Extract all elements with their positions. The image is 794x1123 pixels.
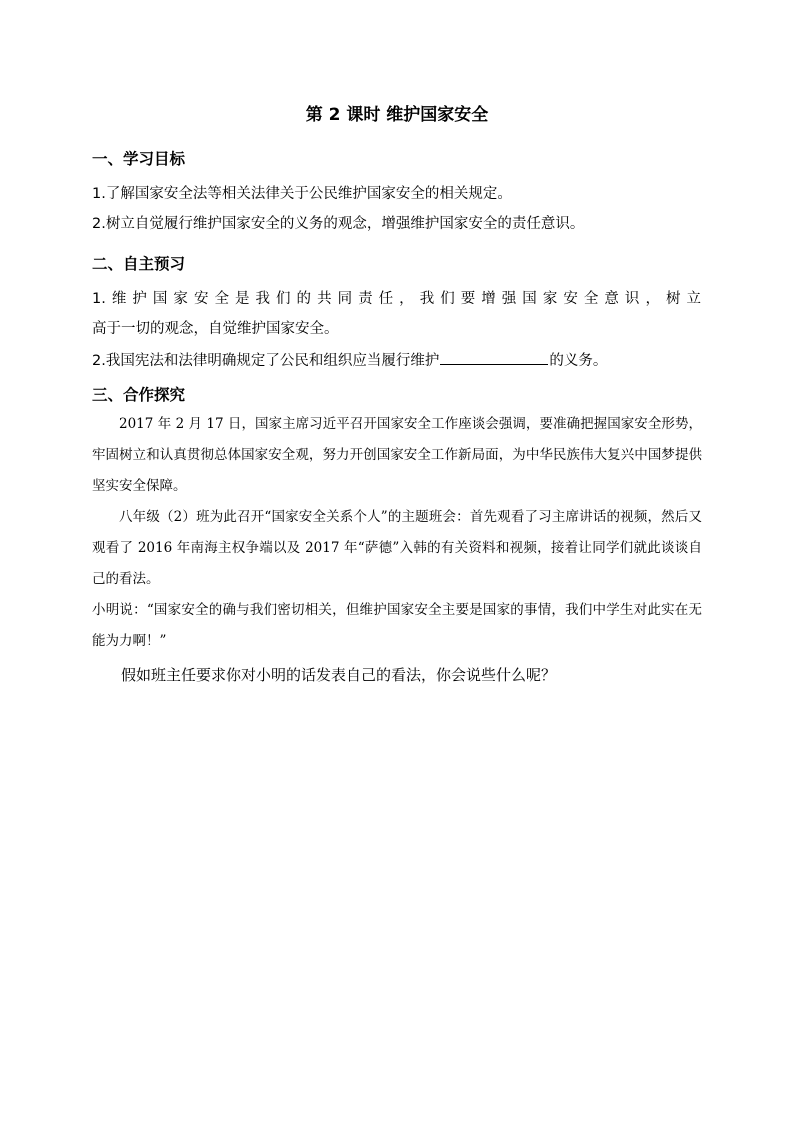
self-study-item-1-line-2: 高于一切的观念，自觉维护国家安全。 <box>92 321 339 337</box>
learning-goal-2: 2.树立自觉履行维护国家安全的义务的观念，增强维护国家安全的责任意识。 <box>92 216 585 232</box>
case-paragraph-2: 八年级（2）班为此召开“国家安全关系个人”的主题班会：首先观看了习主席讲话的视频，然后又观看了 2016 年南海主权争端以及 2017 年“萨德”入韩的有关资料和视频，接着让同学们就此谈谈自己的看法。 <box>92 509 702 587</box>
self-study-item-2-before: 2.我国宪法和法律明确规定了公民和组织应当履行维护 <box>92 353 440 369</box>
discussion-question: 假如班主任要求你对小明的话发表自己的看法，你会说些什么呢？ <box>121 666 557 684</box>
case-paragraph-1: 2017 年 2 月 17 日，国家主席习近平召开国家安全工作座谈会强调，要准确把握国家安全形势，牢固树立和认真贯彻总体国家安全观，努力开创国家安全工作新局面，为中华民族伟大复兴中国梦提供坚实安全保障。 <box>92 416 702 494</box>
section-heading-learning-goals: 一、学习目标 <box>92 150 186 168</box>
case-paragraph-3: 小明说：“国家安全的确与我们密切相关，但维护国家安全主要是国家的事情，我们中学生对此实在无能为力啊！” <box>92 602 702 649</box>
self-study-item-2 <box>92 348 607 372</box>
lesson-title: 第 2 课时 维护国家安全 <box>305 105 489 125</box>
section-heading-self-study: 二、自主预习 <box>92 255 186 273</box>
self-study-item-1-line-1: 1.维护国家安全是我们的共同责任，我们要增强国家安全意识，树立 <box>92 291 701 307</box>
section-heading-cooperative-inquiry: 三、合作探究 <box>92 386 186 404</box>
self-study-item-2-after: 的义务。 <box>549 353 608 369</box>
learning-goal-1: 1.了解国家安全法等相关法律关于公民维护国家安全的相关规定。 <box>92 186 512 202</box>
fill-in-blank[interactable] <box>440 348 548 365</box>
